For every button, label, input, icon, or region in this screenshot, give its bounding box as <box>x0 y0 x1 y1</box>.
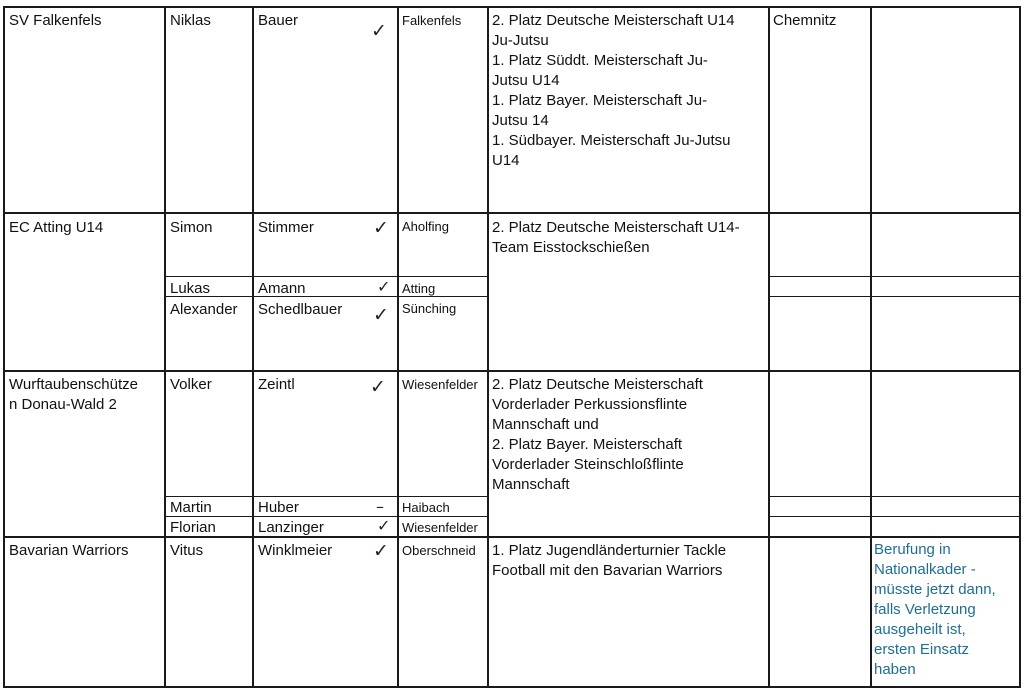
achievement: 2. Platz Deutsche Meisterschaft Vorderlader Perkussionsflinte Mannschaft und 2. Platz Bayer. Meisterschaft Vorderlader Steinschloßflinte Mannschaft <box>492 376 703 493</box>
last-name: Winklmeier <box>258 542 333 559</box>
achievement: 2. Platz Deutsche Meisterschaft U14- Team Eisstockschießen <box>492 219 740 256</box>
check-mark-icon: ✓ <box>371 20 387 42</box>
town: Wiesenfelder <box>402 377 478 392</box>
check-mark-icon: ✓ <box>373 217 389 239</box>
first-name: Lukas <box>170 280 211 297</box>
last-name: Schedlbauer <box>258 301 343 318</box>
last-name: Zeintl <box>258 376 295 393</box>
check-mark-icon: ✓ <box>373 304 389 326</box>
last-name: Stimmer <box>258 219 314 236</box>
check-mark-icon: ✓ <box>373 540 389 562</box>
town: Haibach <box>402 500 450 515</box>
first-name: Volker <box>170 376 212 393</box>
check-mark-icon: ✓ <box>377 516 391 535</box>
first-name: Vitus <box>170 542 204 559</box>
remark-note: Berufung in Nationalkader - müsste jetzt dann, falls Verletzung ausgeheilt ist, ersten Einsatz haben <box>874 541 996 678</box>
first-name: Martin <box>170 499 212 516</box>
town: Wiesenfelder <box>402 520 478 535</box>
check-mark-icon: ✓ <box>377 277 391 296</box>
club-name: SV Falkenfels <box>9 12 102 29</box>
last-name: Lanzinger <box>258 519 324 536</box>
first-name: Florian <box>170 519 216 536</box>
achievement: 1. Platz Jugendländerturnier Tackle Football mit den Bavarian Warriors <box>492 542 727 579</box>
dash-mark-icon: – <box>376 497 384 516</box>
club-name: Bavarian Warriors <box>9 542 129 559</box>
club-name: EC Atting U14 <box>9 219 104 236</box>
town: Oberschneid <box>402 543 476 558</box>
last-name: Amann <box>258 280 306 297</box>
first-name: Niklas <box>170 12 211 29</box>
town: Atting <box>402 281 436 296</box>
last-name: Bauer <box>258 12 299 29</box>
town: Falkenfels <box>402 13 462 28</box>
achievement: 2. Platz Deutsche Meisterschaft U14 Ju-Jutsu 1. Platz Süddt. Meisterschaft Ju- Jutsu U14 1. Platz Bayer. Meisterschaft Ju- Jutsu 14 1. Südbayer. Meisterschaft Ju-Jutsu U14 <box>492 12 735 169</box>
last-name: Huber <box>258 499 299 516</box>
town: Sünching <box>402 301 457 316</box>
first-name: Alexander <box>170 301 238 318</box>
competition-location: Chemnitz <box>773 12 837 29</box>
check-mark-icon: ✓ <box>370 376 386 398</box>
club-name: Wurftaubenschütze n Donau-Wald 2 <box>9 376 138 413</box>
first-name: Simon <box>170 219 213 236</box>
town: Aholfing <box>402 219 449 234</box>
